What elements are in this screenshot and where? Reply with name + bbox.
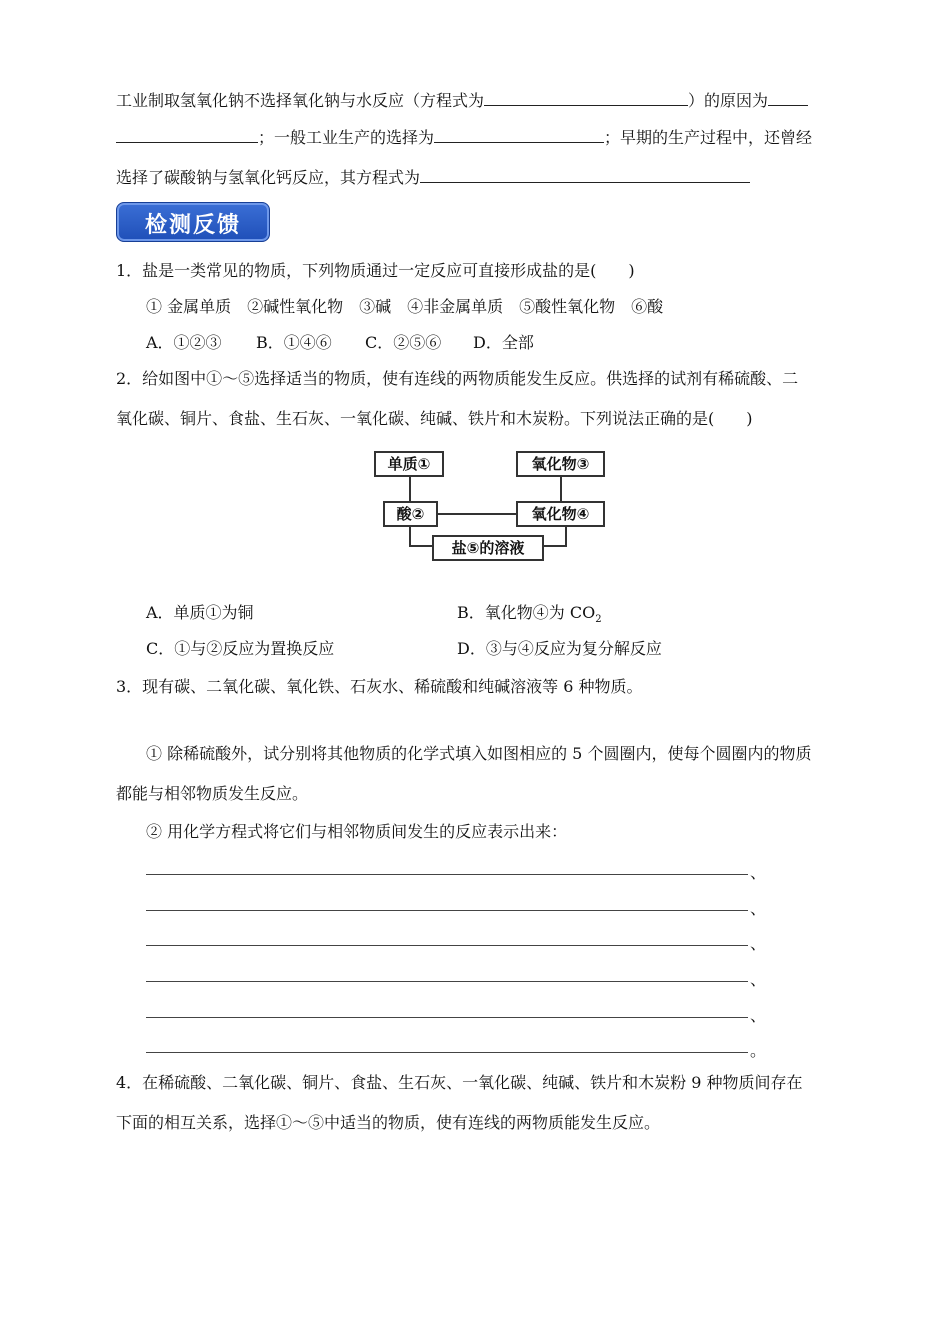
q2-stem-line-1: 2．给如图中①～⑤选择适当的物质，使有连线的两物质能发生反应。供选择的试剂有稀硫酸、二 — [116, 369, 799, 388]
intro-text: 工业制取氢氧化钠不选择氧化钠与水反应（方程式为 — [116, 91, 485, 110]
section-badge — [116, 202, 270, 242]
intro-line-3 — [116, 166, 750, 189]
connector — [409, 476, 411, 502]
box-oxide-3: 氧化物③ — [516, 451, 605, 477]
equation-blank[interactable] — [484, 89, 688, 106]
q3-part-2: ② 用化学方程式将它们与相邻物质间发生的反应表示出来： — [146, 822, 568, 841]
intro-text: ；早期的生产过程中，还曾经 — [604, 128, 813, 147]
q3-stem: 3．现有碳、二氧化碳、氧化铁、石灰水、稀硫酸和纯碱溶液等 6 种物质。 — [116, 677, 643, 696]
section-badge-label: 检测反馈 — [144, 213, 241, 238]
q2-option-a[interactable]: A．单质①为铜 — [146, 603, 254, 622]
q2-stem-line-2: 氧化碳、铜片、食盐、生石灰、一氧化碳、纯碱、铁片和木炭粉。下列说法正确的是( ) — [116, 409, 753, 428]
answer-end: 。 — [750, 1041, 767, 1060]
q1-stem: 1．盐是一类常见的物质，下列物质通过一定反应可直接形成盐的是( ) — [116, 261, 635, 280]
intro-text: ）的原因为 — [688, 91, 769, 110]
industry-choice-blank[interactable] — [434, 126, 604, 143]
q1-items: ① 金属单质 ②碱性氧化物 ③碱 ④非金属单质 ⑤酸性氧化物 ⑥酸 — [146, 297, 664, 316]
intro-text: ；一般工业生产的选择为 — [258, 128, 435, 147]
q2-option-d[interactable]: D．③与④反应为复分解反应 — [457, 639, 662, 658]
answer-separator: 、 — [750, 934, 767, 953]
intro-text: 选择了碳酸钠与氢氧化钙反应，其方程式为 — [116, 168, 421, 187]
intro-line-1 — [116, 89, 808, 112]
q1-option-c[interactable]: C．②⑤⑥ — [365, 333, 442, 352]
answer-separator: 、 — [750, 1006, 767, 1025]
q2-option-b-subscript: 2 — [595, 614, 602, 626]
equation-blank-2[interactable] — [420, 166, 750, 183]
box-element-1: 单质① — [374, 451, 444, 477]
answer-separator: 、 — [750, 899, 767, 918]
connector — [560, 476, 562, 502]
box-oxide-4: 氧化物④ — [516, 501, 605, 527]
box-salt-5: 盐⑤的溶液 — [432, 535, 544, 561]
q4-stem-line-1: 4．在稀硫酸、二氧化碳、铜片、食盐、生石灰、一氧化碳、纯碱、铁片和木炭粉 9 种物质间存在 — [116, 1073, 803, 1092]
connector — [543, 545, 567, 547]
q3-part-1a: ① 除稀硫酸外，试分别将其他物质的化学式填入如图相应的 5 个圆圈内，使每个圆圈内的物质 — [146, 744, 812, 763]
q1-option-a[interactable]: A．①②③ — [146, 333, 222, 352]
answer-line[interactable] — [146, 1016, 748, 1018]
q2-option-c[interactable]: C．①与②反应为置换反应 — [146, 639, 335, 658]
q1-option-b[interactable]: B．①④⑥ — [256, 333, 332, 352]
reason-blank-cont[interactable] — [116, 126, 258, 143]
answer-line[interactable] — [146, 873, 748, 875]
q2-option-b-text: B．氧化物④为 CO — [457, 603, 596, 622]
q2-option-b[interactable] — [457, 602, 602, 631]
box-acid-2: 酸② — [383, 501, 438, 527]
answer-separator: 、 — [750, 863, 767, 882]
q4-stem-line-2: 下面的相互关系，选择①～⑤中适当的物质，使有连线的两物质能发生反应。 — [116, 1113, 661, 1132]
reason-blank[interactable] — [768, 89, 808, 106]
answer-line[interactable] — [146, 980, 748, 982]
answer-line[interactable] — [146, 944, 748, 946]
connector — [409, 545, 433, 547]
connector — [409, 526, 411, 546]
q1-option-d[interactable]: D．全部 — [473, 333, 534, 352]
intro-line-2 — [116, 126, 812, 149]
connector — [565, 526, 567, 546]
answer-separator: 、 — [750, 970, 767, 989]
connector — [438, 513, 516, 515]
answer-line[interactable] — [146, 909, 748, 911]
answer-line[interactable] — [146, 1051, 748, 1053]
q3-part-1b: 都能与相邻物质发生反应。 — [116, 784, 309, 803]
